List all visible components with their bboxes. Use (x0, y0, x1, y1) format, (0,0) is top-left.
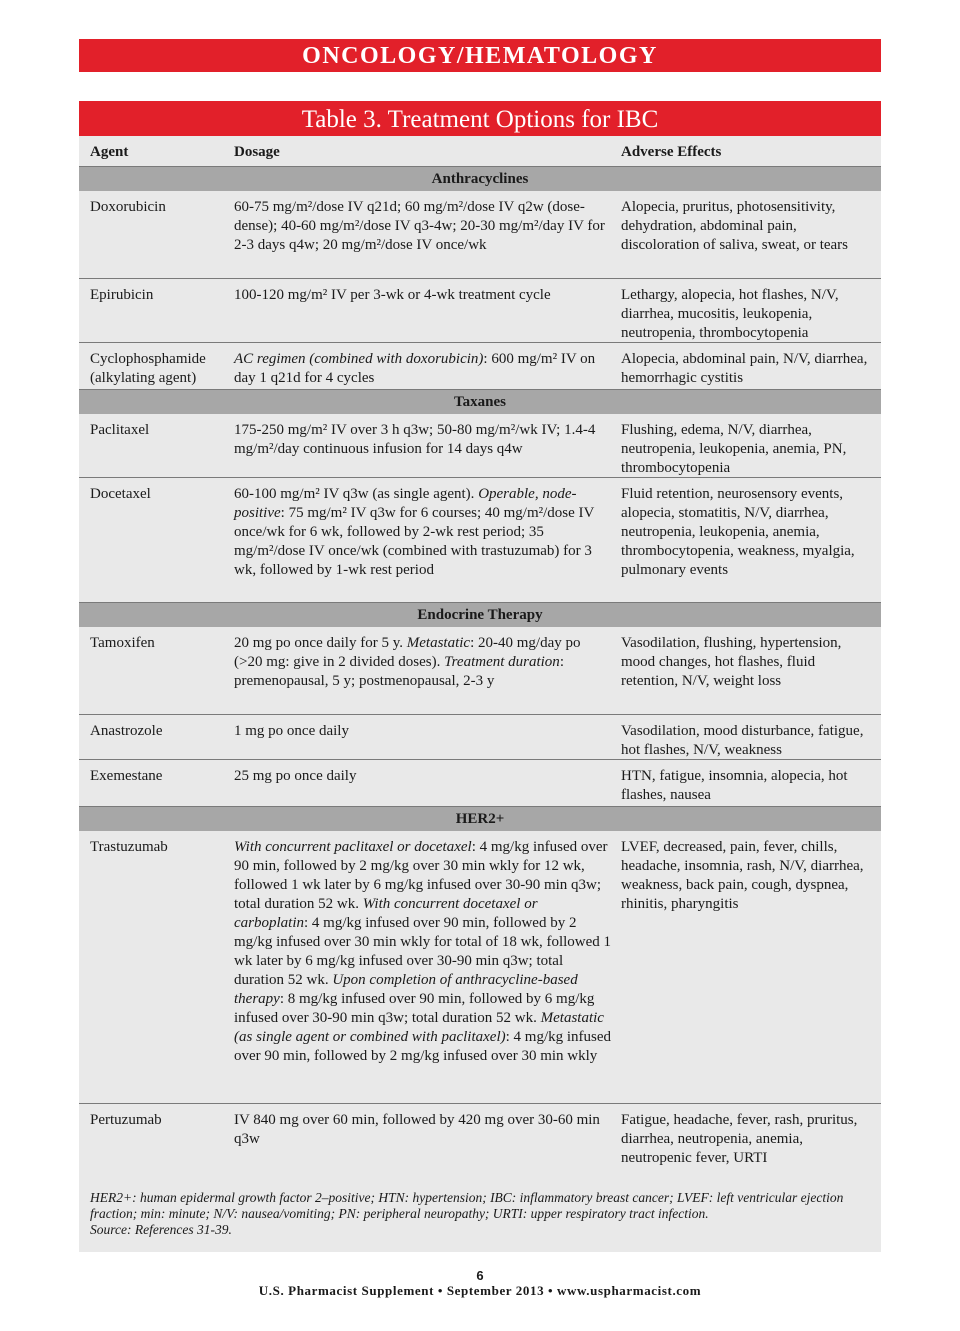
effects-cell: Vasodilation, mood disturbance, fatigue, hot flashes, N/V, weakness (621, 723, 864, 758)
dosage-cell: 100-120 mg/m² IV per 3-wk or 4-wk treatment cycle (234, 287, 551, 303)
col-adverse-effects: Adverse Effects (621, 144, 722, 160)
dosage-cell: 1 mg po once daily (234, 723, 349, 739)
column-headers (79, 136, 881, 166)
dosage-text: : 8 mg/kg infused over 90 min, followed by 6 mg/kg infused over 30-90 min q3w; total duration 52 wk. (234, 991, 595, 1026)
agent-cell: Cyclophosphamide (alkylating agent) (90, 351, 206, 386)
table-row (79, 414, 881, 477)
table-row (79, 477, 881, 602)
agent-cell: Anastrozole (90, 723, 163, 739)
table-row (79, 831, 881, 1103)
dosage-cell: IV 840 mg over 60 min, followed by 420 mg over 30-60 min q3w (234, 1112, 600, 1147)
dosage-cell (234, 485, 612, 580)
source-note: Source: References 31-39. (90, 1222, 232, 1237)
dosage-text: : 600 mg/m² IV on day 1 q21d for 4 cycles (234, 351, 596, 386)
table-row (79, 1103, 881, 1170)
effects-cell: Lethargy, alopecia, hot flashes, N/V, diarrhea, mucositis, leukopenia, neutropenia, thrombocytopenia (621, 287, 839, 341)
dosage-text: : 75 mg/m² IV q3w for 6 courses; 40 mg/m²/dose IV once/wk for 6 wk, followed by 2-wk rest period; 35 mg/m²/dose IV once/wk (combined with trastuzumab) for 3 wk, followed by 1-wk rest period (234, 505, 595, 578)
agent-cell: Pertuzumab (90, 1112, 162, 1128)
effects-cell: Fatigue, headache, fever, rash, pruritus, diarrhea, neutropenia, anemia, neutropenic fever, URTI (621, 1112, 858, 1166)
effects-cell: Alopecia, abdominal pain, N/V, diarrhea, hemorrhagic cystitis (621, 351, 868, 386)
agent-cell: Trastuzumab (90, 839, 168, 855)
section-her2-positive: HER2+ (79, 806, 881, 831)
table-title: Table 3. Treatment Options for IBC (79, 101, 881, 136)
dosage-italic: With concurrent paclitaxel or docetaxel (234, 839, 472, 855)
dosage-cell: 25 mg po once daily (234, 768, 357, 784)
dosage-italic: Metastatic (406, 635, 471, 651)
effects-cell: Vasodilation, flushing, hypertension, mood changes, hot flashes, fluid retention, N/V, weight loss (621, 635, 842, 689)
page-number: 6 (476, 1268, 484, 1283)
agent-cell: Docetaxel (90, 486, 151, 502)
table-row (79, 342, 881, 389)
dosage-text: 20 mg po once daily for 5 y. (234, 635, 407, 651)
agent-cell: Tamoxifen (90, 635, 155, 651)
table-row (79, 627, 881, 714)
table-row (79, 278, 881, 342)
effects-cell: LVEF, decreased, pain, fever, chills, headache, insomnia, rash, N/V, diarrhea, weakness, back pain, cough, dyspnea, rhinitis, pharyngitis (621, 839, 864, 912)
dosage-cell: 175-250 mg/m² IV over 3 h q3w; 50-80 mg/m²/wk IV; 1.4-4 mg/m²/day continuous infusion for 14 days q4w (234, 422, 596, 457)
dosage-italic: Upon completion of anthracycline-based therapy (234, 972, 578, 1007)
dosage-cell (234, 634, 612, 691)
table-row (79, 714, 881, 759)
section-banner: ONCOLOGY/HEMATOLOGY (79, 39, 881, 72)
treatment-table (79, 101, 881, 1252)
dosage-italic: Treatment duration (444, 654, 560, 670)
dosage-text: : premenopausal, 5 y; postmenopausal, 2-3 y (234, 654, 564, 689)
effects-cell: Fluid retention, neurosensory events, alopecia, stomatitis, N/V, diarrhea, neutropenia, leukopenia, anemia, thrombocytopenia, weakness, myalgia, pulmonary events (621, 486, 855, 578)
publication-footer: U.S. Pharmacist Supplement • September 2013 • www.uspharmacist.com (258, 1283, 702, 1298)
agent-cell: Exemestane (90, 768, 163, 784)
dosage-text: : 4 mg/kg infused over 90 min, followed by 2 mg/kg infused over 30 min wkly (234, 1029, 612, 1064)
dosage-text: : 4 mg/kg infused over 90 min, followed by 2 mg/kg infused over 30 min wkly for total of 18 wk, followed 1 wk later by 6 mg/kg infused over 30-90 min q3w; total duration 52 wk. (234, 915, 612, 988)
section-taxanes: Taxanes (79, 389, 881, 414)
dosage-italic: Metastatic (as single agent or combined with paclitaxel) (234, 1010, 604, 1045)
agent-cell: Paclitaxel (90, 422, 150, 438)
dosage-cell: 60-75 mg/m²/dose IV q21d; 60 mg/m²/dose IV q2w (dose-dense); 40-60 mg/m²/dose IV q3-4w; 20-30 mg/m²/day IV for 2-3 days q4w; 20 mg/m²/dose IV once/wk (234, 199, 605, 253)
section-anthracyclines: Anthracyclines (79, 166, 881, 191)
table-row (79, 191, 881, 278)
dosage-text: : 4 mg/kg infused over 90 min, followed by 2 mg/kg over 30 min wkly for 12 wk, followed 1 wk later by 6 mg/kg infused over 30-90 min q3w; total duration 52 wk. (234, 839, 608, 912)
agent-cell: Epirubicin (90, 287, 154, 303)
dosage-cell (234, 838, 612, 1066)
col-dosage: Dosage (234, 144, 280, 160)
dosage-italic: With concurrent docetaxel or carboplatin (234, 896, 538, 931)
effects-cell: Flushing, edema, N/V, diarrhea, neutropenia, leukopenia, anemia, PN, thrombocytopenia (621, 422, 847, 476)
table-row (79, 759, 881, 806)
effects-cell: HTN, fatigue, insomnia, alopecia, hot flashes, nausea (621, 768, 848, 803)
dosage-italic: Operable, node-positive (234, 486, 577, 521)
table-footnote (90, 1190, 870, 1238)
agent-cell: Doxorubicin (90, 199, 166, 215)
col-agent: Agent (90, 144, 129, 160)
dosage-text: 60-100 mg/m² IV q3w (as single agent). (234, 486, 479, 502)
dosage-cell (234, 350, 612, 388)
abbreviations: HER2+: human epidermal growth factor 2–positive; HTN: hypertension; IBC: inflammatory breast cancer; LVEF: left ventricular ejection fraction; min: minute; N/V: nausea/vomiting; PN: peripheral neuropathy; URTI: upper respiratory tract infection. (90, 1190, 844, 1221)
dosage-text: : 20-40 mg/day po (>20 mg: give in 2 divided doses). (234, 635, 581, 670)
dosage-italic: AC regimen (combined with doxorubicin) (234, 351, 484, 367)
effects-cell: Alopecia, pruritus, photosensitivity, dehydration, abdominal pain, discoloration of saliva, sweat, or tears (621, 199, 849, 253)
section-endocrine-therapy: Endocrine Therapy (79, 602, 881, 627)
